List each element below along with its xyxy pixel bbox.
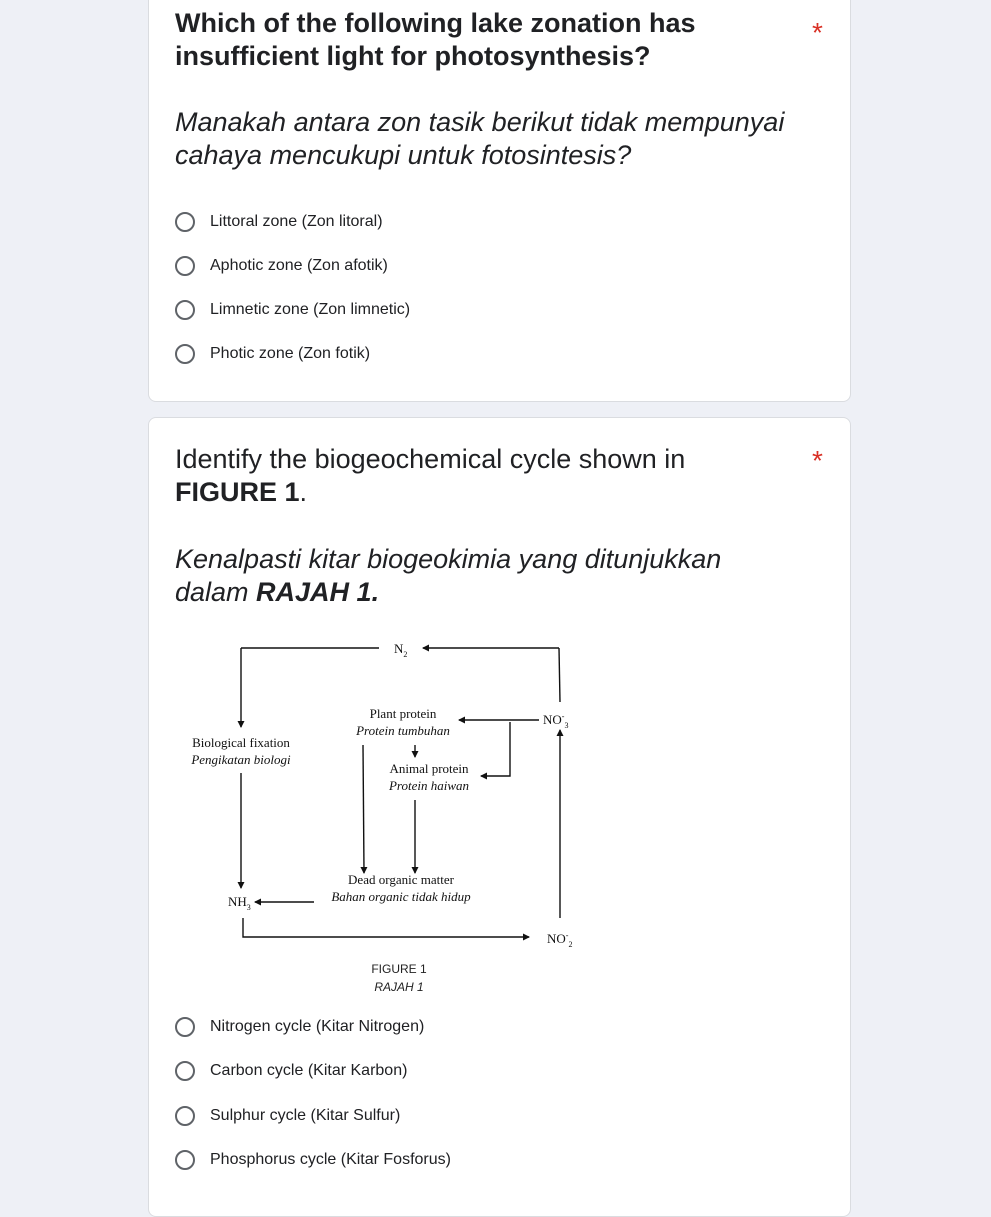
option-label: Limnetic zone (Zon limnetic): [210, 301, 411, 318]
option-label: Photic zone (Zon fotik): [210, 345, 371, 362]
radio-button[interactable]: [175, 256, 195, 276]
radio-button[interactable]: [175, 212, 195, 232]
option-label: Sulphur cycle (Kitar Sulfur): [210, 1107, 401, 1124]
arrow-no3-to-animal: [481, 722, 510, 776]
label-dead-organic-matter-ms: Bahan organic tidak hidup: [331, 889, 471, 904]
radio-button[interactable]: [175, 1106, 195, 1126]
question-card-lake-zonation: [148, 0, 851, 402]
label-no3: $NO^-_3$: [543, 712, 569, 730]
figure-caption-ms: RAJAH 1: [374, 980, 424, 994]
line-right-top: [559, 648, 560, 702]
option-photic-zone[interactable]: [175, 339, 370, 369]
radio-button[interactable]: [175, 344, 195, 364]
question-text: Kenalpasti kitar biogeokimia yang ditunjukkan dalam: [175, 544, 722, 607]
question-card-biogeochemical-cycle: [148, 417, 851, 1217]
radio-button[interactable]: [175, 1150, 195, 1170]
required-asterisk: *: [812, 17, 823, 48]
question-figure-ref: RAJAH 1.: [256, 577, 380, 607]
option-aphotic-zone[interactable]: [175, 251, 388, 281]
option-littoral-zone[interactable]: [175, 207, 383, 237]
option-label: Aphotic zone (Zon afotik): [210, 257, 388, 274]
radio-button[interactable]: [175, 300, 195, 320]
option-nitrogen-cycle[interactable]: [175, 1012, 424, 1042]
question-figure-ref: FIGURE 1: [175, 477, 300, 507]
figure-diagram: [183, 643, 583, 998]
question-punct: .: [299, 477, 308, 507]
figure-caption-en: FIGURE 1: [371, 962, 427, 976]
option-label: Carbon cycle (Kitar Karbon): [210, 1062, 408, 1079]
radio-button[interactable]: [175, 1017, 195, 1037]
label-animal-protein-ms: Protein haiwan: [388, 778, 470, 793]
label-biological-fixation-ms: Pengikatan biologi: [191, 752, 291, 767]
label-plant-protein-ms: Protein tumbuhan: [356, 723, 450, 738]
option-label: Littoral zone (Zon litoral): [210, 213, 383, 230]
label-biological-fixation: Biological fixation: [192, 735, 290, 750]
radio-button[interactable]: [175, 1061, 195, 1081]
arrow-plant-to-dead: [363, 745, 364, 873]
required-asterisk: *: [812, 445, 823, 476]
nitrogen-cycle-figure: [183, 643, 583, 998]
question-title-ms: Manakah antara zon tasik berikut tidak mempunyai cahaya mencukupi untuk fotosintesis?: [175, 107, 785, 170]
option-sulphur-cycle[interactable]: [175, 1101, 400, 1131]
option-limnetic-zone[interactable]: [175, 295, 410, 325]
label-animal-protein: Animal protein: [389, 761, 469, 776]
label-plant-protein: Plant protein: [369, 706, 437, 721]
label-nh3: $NH_3$: [228, 894, 251, 912]
option-label: Nitrogen cycle (Kitar Nitrogen): [210, 1018, 425, 1035]
question-title-en: [175, 443, 785, 509]
option-label: Phosphorus cycle (Kitar Fosforus): [210, 1151, 451, 1168]
question-title-ms: [175, 543, 785, 609]
question-text: Identify the biogeochemical cycle shown in: [175, 444, 686, 474]
label-no2: $NO^-_2$: [547, 931, 573, 949]
label-n2: $N_2$: [394, 643, 408, 659]
question-title-en: Which of the following lake zonation has insufficient light for photosynthesis?: [175, 8, 696, 71]
option-carbon-cycle[interactable]: [175, 1056, 407, 1086]
label-dead-organic-matter: Dead organic matter: [348, 872, 454, 887]
arrow-nh3-to-no2: [243, 918, 529, 937]
option-phosphorus-cycle[interactable]: [175, 1145, 451, 1175]
